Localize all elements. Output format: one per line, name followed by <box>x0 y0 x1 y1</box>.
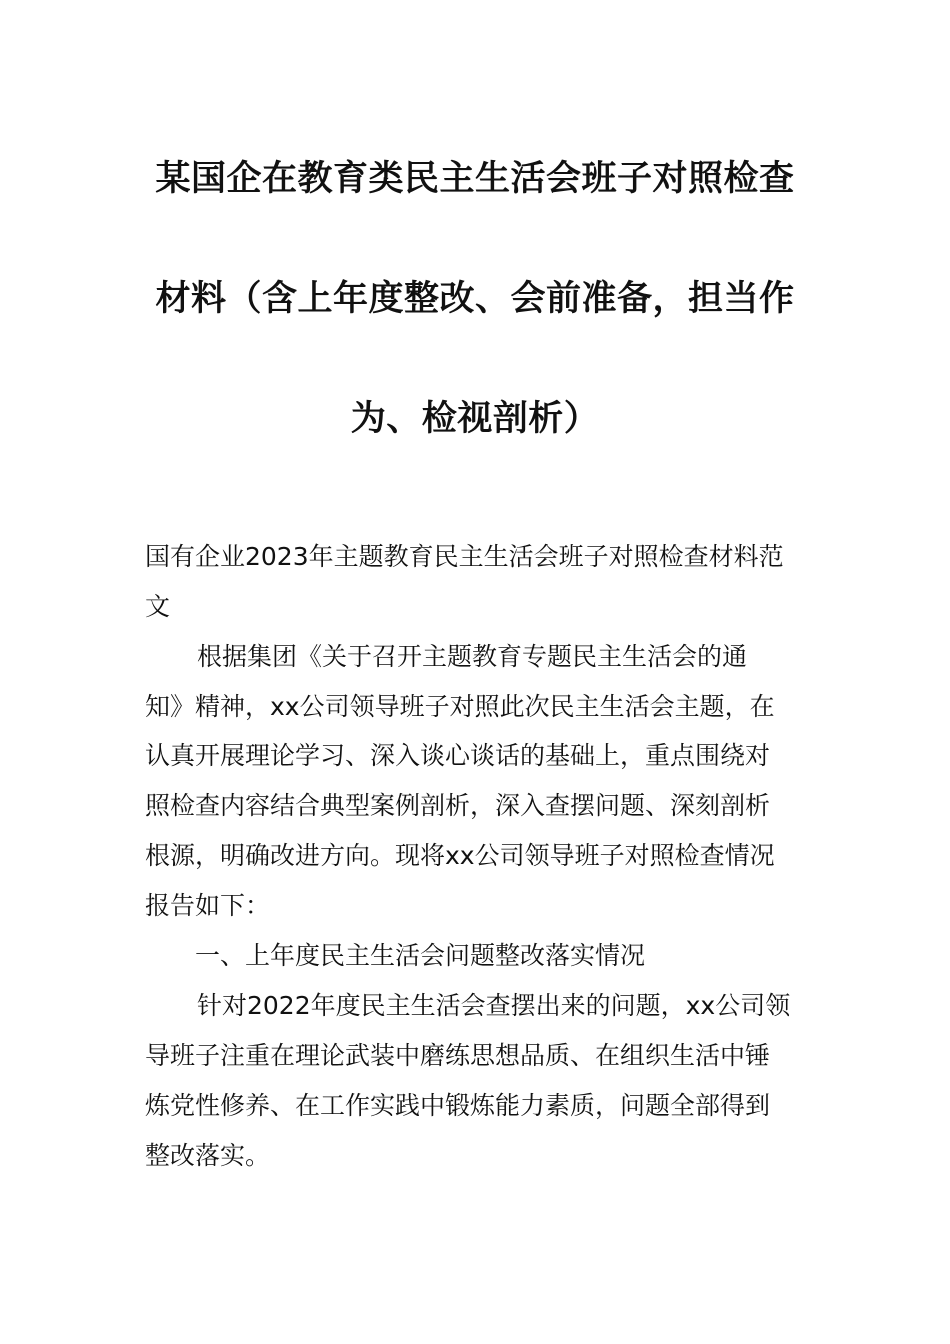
paragraph-1-line-2: 知》精神，xx公司领导班子对照此次民主生活会主题，在 <box>145 692 775 721</box>
subtitle-line-2: 文 <box>145 592 171 621</box>
paragraph-2-line-2: 导班子注重在理论武装中磨练思想品质、在组织生活中锤 <box>145 1041 771 1070</box>
paragraph-2-line-3: 炼党性修养、在工作实践中锻炼能力素质，问题全部得到 <box>145 1091 771 1120</box>
paragraph-1-line-3: 认真开展理论学习、深入谈心谈话的基础上，重点围绕对 <box>145 741 771 770</box>
subtitle-line-1: 国有企业2023年主题教育民主生活会班子对照检查材料范 <box>145 542 784 571</box>
section-heading-1: 一、上年度民主生活会问题整改落实情况 <box>195 941 646 970</box>
paragraph-2-line-4: 整改落实。 <box>145 1141 271 1170</box>
document-title-line-3: 为、检视剖析） <box>350 399 600 439</box>
paragraph-1-line-5: 根源，明确改进方向。现将xx公司领导班子对照检查情况 <box>145 841 775 870</box>
document-title-line-1: 某国企在教育类民主生活会班子对照检查 <box>155 159 795 199</box>
paragraph-1-line-1: 根据集团《关于召开主题教育专题民主生活会的通 <box>197 642 748 671</box>
paragraph-1-line-6: 报告如下： <box>145 891 271 920</box>
paragraph-1-line-4: 照检查内容结合典型案例剖析，深入查摆问题、深刻剖析 <box>145 791 771 820</box>
document-title-line-2: 材料（含上年度整改、会前准备，担当作 <box>155 279 795 319</box>
paragraph-2-line-1: 针对2022年度民主生活会查摆出来的问题，xx公司领 <box>197 991 791 1020</box>
